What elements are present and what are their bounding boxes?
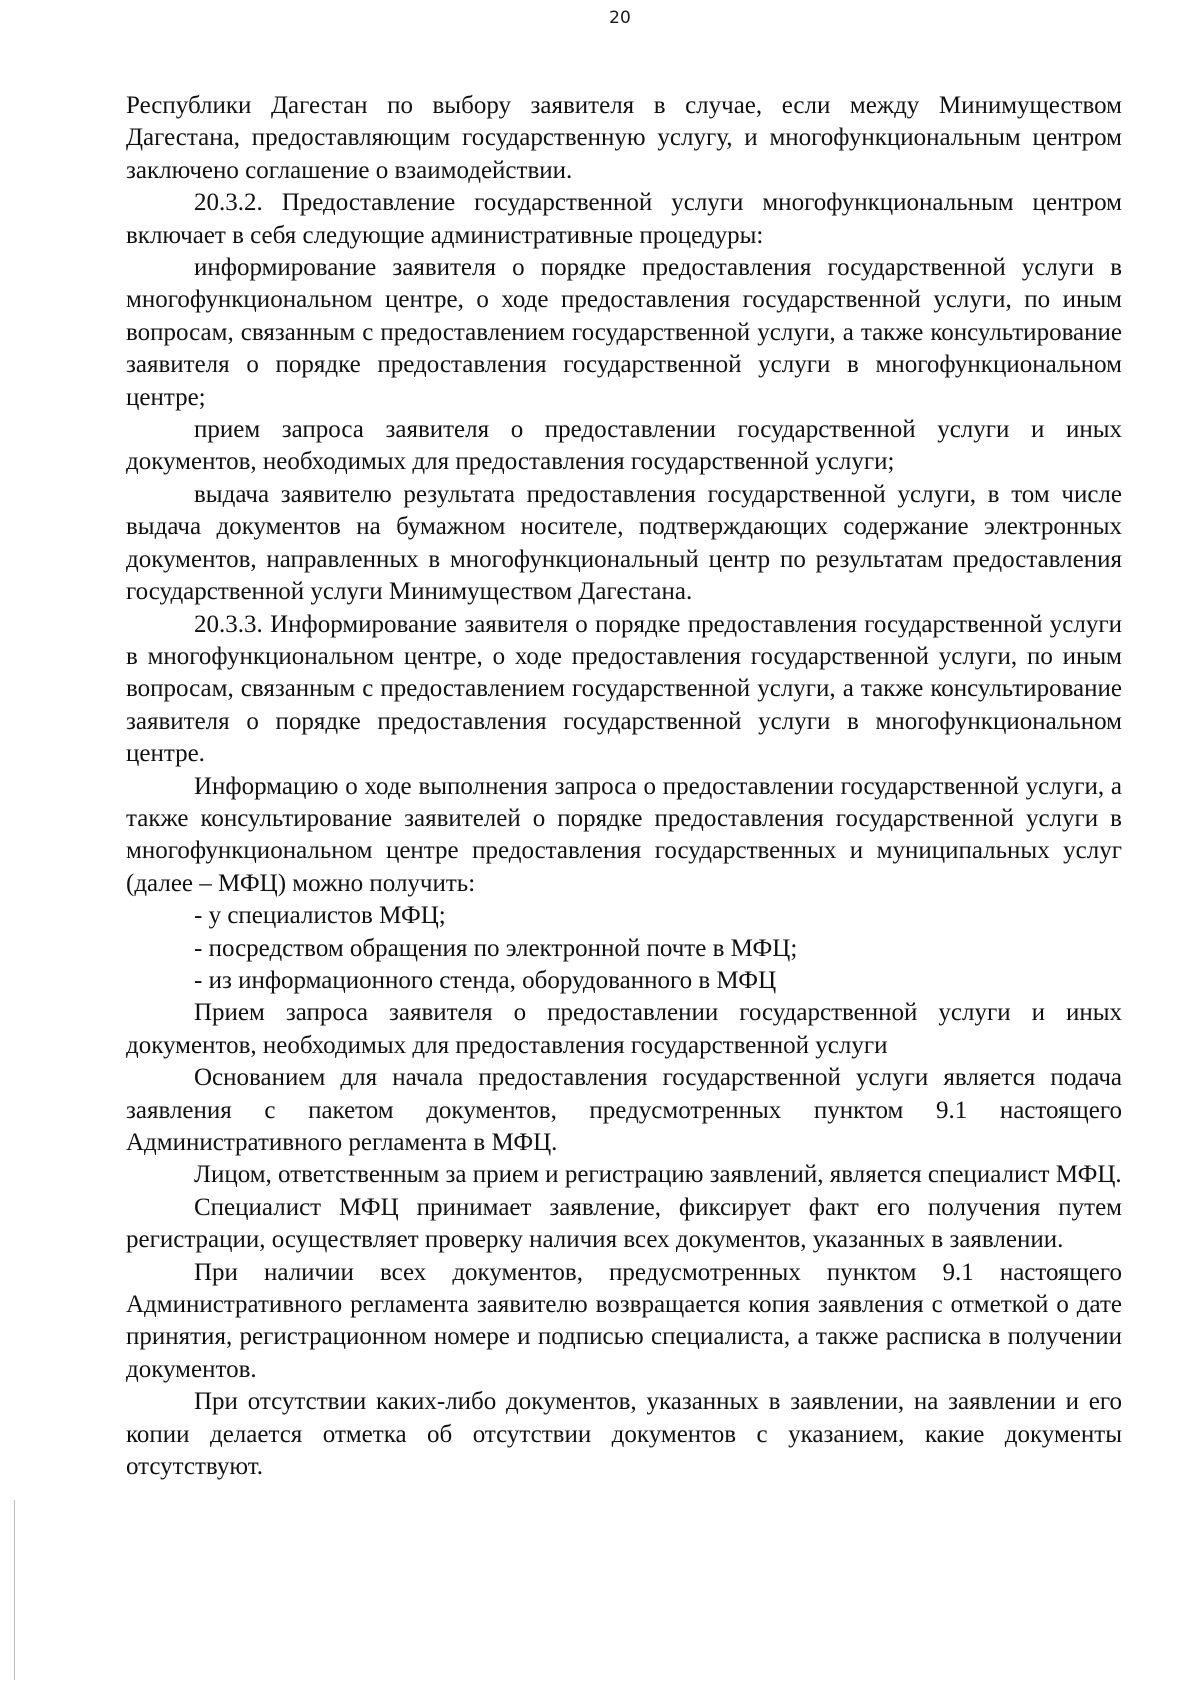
paragraph-specialist-actions: Специалист МФЦ принимает заявление, фиксирует факт его получения путем регистрации, осуществляет проверку наличия всех документов, указанных в заявлении. — [126, 1193, 1122, 1254]
list-item-email: - посредством обращения по электронной почте в МФЦ; — [194, 934, 798, 962]
paragraph-continuation: Республики Дагестан по выбору заявителя в случае, если между Минимуществом Дагестана, предоставляющим государственную услугу, и многофункциональным центром заключено соглашение о взаимодействии. — [126, 92, 1122, 184]
list-item-stand: - из информационного стенда, оборудованного в МФЦ — [194, 966, 777, 994]
paragraph-20-3-3: 20.3.3. Информирование заявителя о порядке предоставления государственной услуги в многофункциональном центре, о ходе предоставления государственной услуги, по иным вопросам, связанным с предоставлением государственной услуги, а также консультирование заявителя о порядке предоставления государственной услуги в многофункциональном центре. — [126, 610, 1122, 768]
paragraph-information-sources: Информацию о ходе выполнения запроса о предоставлении государственной услуги, а также консультирование заявителей о порядке предоставления государственной услуги в многофункциональном центре предоставления государственных и муниципальных услуг (далее – МФЦ) можно получить: — [126, 772, 1122, 897]
paragraph-basis: Основанием для начала предоставления государственной услуги является подача заявления с пакетом документов, предусмотренных пунктом 9.1 настоящего Административного регламента в МФЦ. — [126, 1064, 1122, 1156]
page-number: 20 — [609, 8, 631, 28]
paragraph-procedure-informing: информирование заявителя о порядке предоставления государственной услуги в многофункциональном центре, о ходе предоставления государственной услуги, по иным вопросам, связанным с предоставлением государственной услуги, а также консультирование заявителя о порядке предоставления государственной услуги в многофункциональном центре; — [126, 254, 1122, 411]
paragraph-procedure-reception: прием запроса заявителя о предоставлении государственной услуги и иных документов, необходимых для предоставления государственной услуги; — [126, 416, 1122, 476]
document-body — [126, 90, 1122, 1483]
paragraph-missing-documents: При отсутствии каких-либо документов, указанных в заявлении, на заявлении и его копии делается отметка об отсутствии документов с указанием, какие документы отсутствуют. — [126, 1388, 1122, 1481]
paragraph-procedure-issuance: выдача заявителю результата предоставления государственной услуги, в том числе выдача документов на бумажном носителе, подтверждающих содержание электронных документов, направленных в многофункциональный центр по результатам предоставления государственной услуги Минимуществом Дагестана. — [126, 480, 1122, 606]
scan-margin-line — [14, 1500, 15, 1680]
paragraph-responsible: Лицом, ответственным за прием и регистрацию заявлений, является специалист МФЦ. — [194, 1161, 1122, 1189]
list-item-specialists: - у специалистов МФЦ; — [194, 902, 446, 930]
paragraph-all-documents: При наличии всех документов, предусмотренных пунктом 9.1 настоящего Административного регламента заявителю возвращается копия заявления с отметкой о дате принятия, регистрационном номере и подписью специалиста, а также расписка в получении документов. — [126, 1258, 1122, 1383]
paragraph-20-3-2: 20.3.2. Предоставление государственной услуги многофункциональным центром включает в себя следующие административные процедуры: — [126, 189, 1122, 249]
paragraph-reception-heading: Прием запроса заявителя о предоставлении государственной услуги и иных документов, необходимых для предоставления государственной услуги — [126, 999, 1122, 1059]
